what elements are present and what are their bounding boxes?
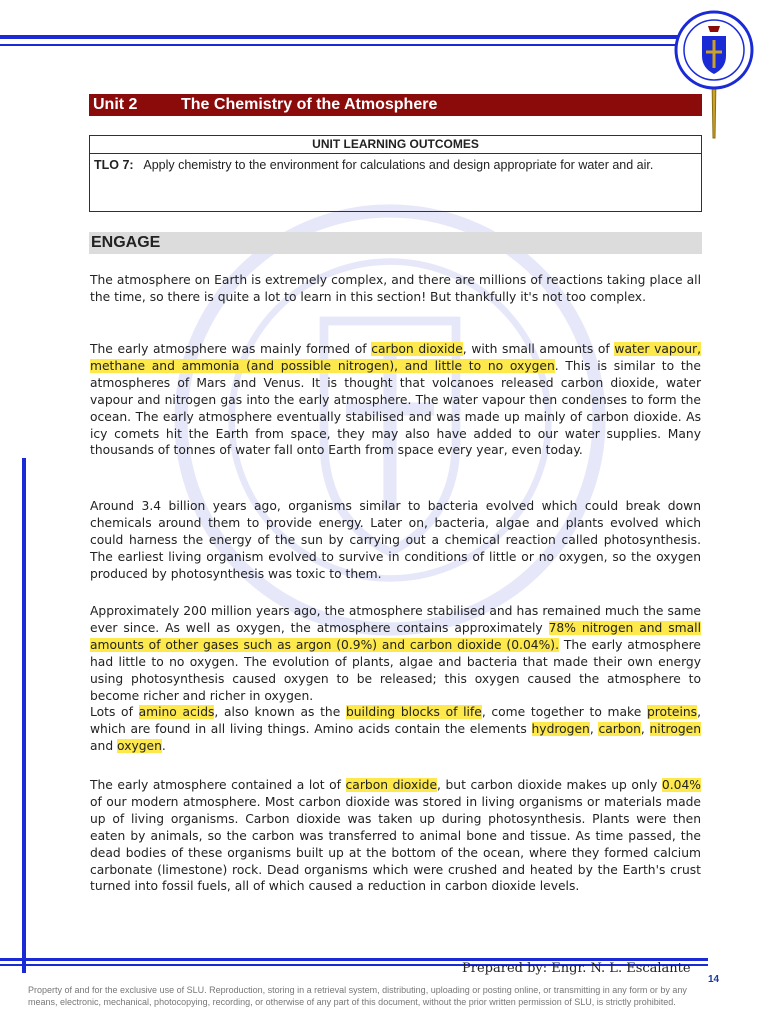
highlight: nitrogen <box>649 722 702 737</box>
text-run: , <box>589 722 599 737</box>
text-run: of our modern atmosphere. Most carbon dioxide was stored in living organisms or materials made up of living organisms. Carbon dioxide was taken up during photosynthesis. Plants were then eaten by animals, so the carbon was transferred to animal bone and tissue. As time passed, the dead bodies of these organisms built up at the bottom of the ocean, where they formed calcium carbonate (limestone) rock. Dead organisms which were crushed and heated by the Earth's crust turned into fossil fuels, all of which caused a reduction in carbon dioxide levels. <box>90 794 701 894</box>
unit-header-bar <box>89 94 702 116</box>
tlo-label: TLO 7: <box>94 158 134 172</box>
copyright-notice: Property of and for the exclusive use of SLU. Reproduction, storing in a retrieval system, distributing, uploading or posting online, or transmitting in any form or by any means, electronic, mechanical, photocopying, recording, or otherwise of any part of this document, without the prior written permission of SLU, is strictly prohibited. <box>28 985 687 1007</box>
highlight: 78% nitrogen and small amounts of other gases such as argon (0.9%) and carbon dioxide (0.04%). <box>90 620 701 652</box>
paragraph-intro: The atmosphere on Earth is extremely complex, and there are millions of reactions taking place all the time, so there is quite a lot to learn in this section! But thankfully it's not too complex. <box>90 273 701 304</box>
unit-number: Unit 2 <box>93 96 138 113</box>
highlight: carbon <box>598 722 641 737</box>
text-run: The early atmosphere had little to no oxygen. The evolution of plants, algae and bacteria that made their own energy using photosynthesis caused oxygen to be released; this oxygen caused the atmosphere to become richer and richer in oxygen. <box>90 637 702 703</box>
text-run: , <box>640 722 650 737</box>
paragraph-organisms: Around 3.4 billion years ago, organisms similar to bacteria evolved which could break down chemicals around them to provide energy. Later on, bacteria, algae and plants evolved which could harness the energy of the sun by carrying out a chemical reaction called photosynthesis. The earliest living organism evolved to survive in conditions of little or no oxygen, so the oxygen produced by photosynthesis was toxic to them. <box>90 499 701 581</box>
text-run: Approximately 200 million years ago, the atmosphere stabilised and has remained much the same ever since. As well as oxygen, the atmosphere contains approximately <box>90 604 701 635</box>
paragraph-modern-atmosphere <box>90 603 701 755</box>
tlo-item <box>90 154 701 174</box>
highlight: amino acids <box>138 705 215 720</box>
text-run: The early atmosphere contained a lot of <box>90 778 346 792</box>
text-run: , also known as the <box>214 705 346 720</box>
highlight: carbon dioxide <box>345 778 438 792</box>
text-run: , which are found in all living things. Amino acids contain the elements <box>90 705 701 737</box>
text-run: . <box>161 739 166 754</box>
text-run: , with small amounts of <box>462 342 615 356</box>
learning-outcomes-box <box>89 135 702 212</box>
text-run: , come together to make <box>481 705 647 720</box>
text-run: Lots of <box>90 705 139 720</box>
text-run: , but carbon dioxide makes up only <box>437 778 662 792</box>
prepared-by: Prepared by: Engr. N. L. Escalante <box>462 961 691 976</box>
paragraph-early-atmosphere <box>90 341 701 459</box>
page-number: 14 <box>708 974 720 985</box>
highlight: 0.04% <box>661 778 701 792</box>
text-run: and <box>90 739 118 754</box>
learning-outcomes-heading: UNIT LEARNING OUTCOMES <box>90 136 701 154</box>
university-seal-icon <box>668 8 760 140</box>
highlight: building blocks of life <box>345 705 482 720</box>
left-margin-bar <box>22 458 26 973</box>
text-run: The early atmosphere was mainly formed of <box>90 342 372 356</box>
top-border-line-thick <box>0 35 700 39</box>
highlight: carbon dioxide <box>371 342 463 356</box>
unit-title: The Chemistry of the Atmosphere <box>181 96 438 113</box>
top-border-line-thin <box>0 44 690 46</box>
tlo-text: Apply chemistry to the environment for calculations and design appropriate for water and air. <box>143 158 654 172</box>
paragraph-carbon-dioxide <box>90 777 701 895</box>
highlight: water vapour, methane and ammonia (and possible nitrogen), and little to no oxygen <box>90 342 701 373</box>
highlight: hydrogen <box>531 722 590 737</box>
section-title-engage: ENGAGE <box>89 232 702 254</box>
highlight: oxygen <box>117 739 162 754</box>
highlight: proteins <box>646 705 698 720</box>
text-run: . This is similar to the atmospheres of Mars and Venus. It is thought that volcanoes released carbon dioxide, water vapour and nitrogen gas into the early atmosphere. The water vapour then condenses to form the ocean. The early atmosphere eventually stabilised and was made up mainly of carbon dioxide. As icy comets hit the Earth from space, they may also have added to our water supplies. Many thousands of tonnes of water fall onto Earth from space every year, even today. <box>90 358 701 458</box>
